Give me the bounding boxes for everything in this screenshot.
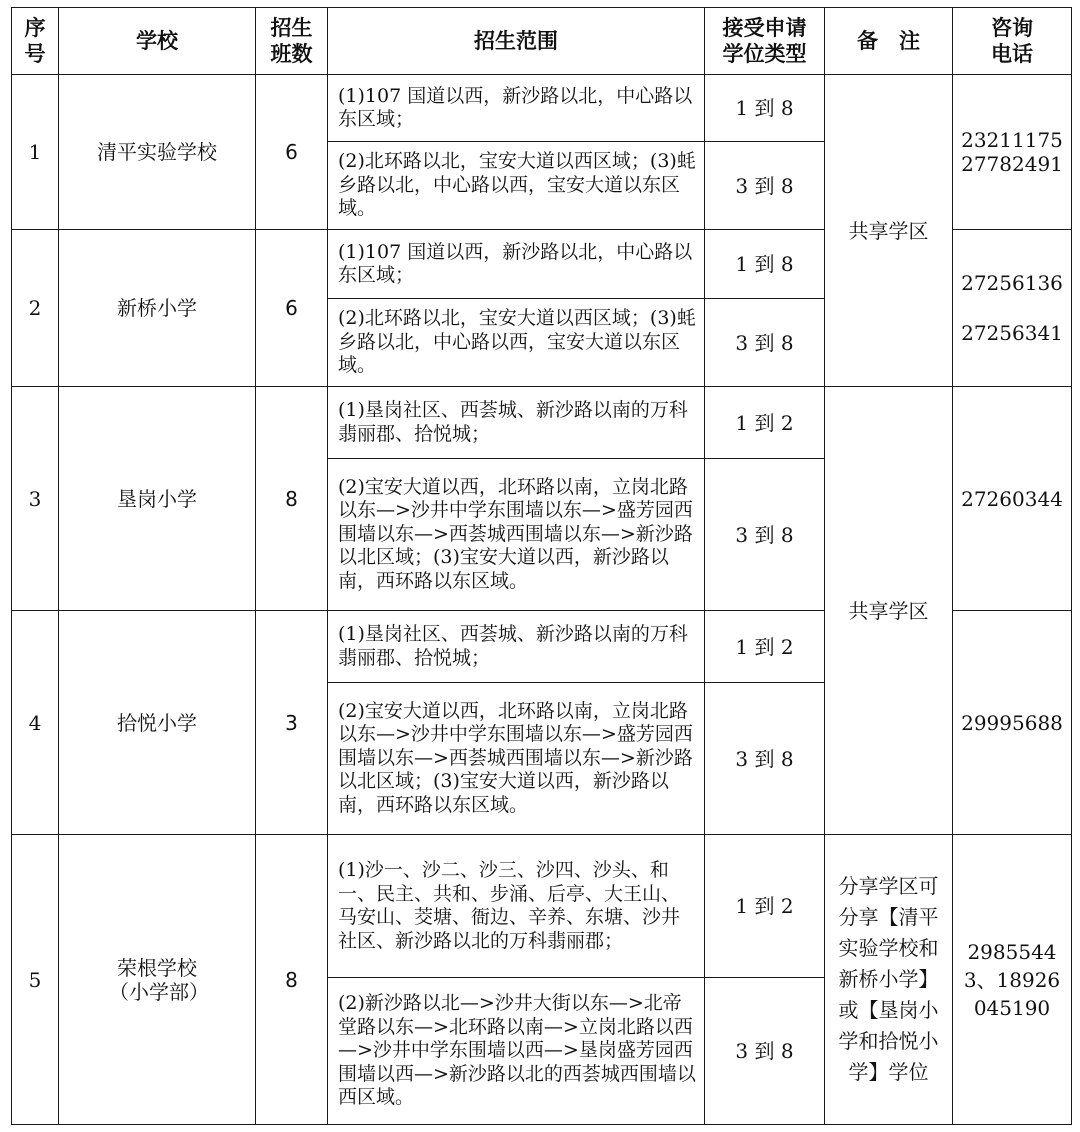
scope-cell: (1)沙一、沙二、沙三、沙四、沙头、和一、民主、共和、步涌、后亭、大王山、马安山、茭塘、衙边、辛养、东塘、沙井社区、新沙路以北的万科翡丽郡； (328, 835, 705, 978)
type-cell: 3 到 8 (705, 683, 825, 835)
header-scope: 招生范围 (328, 8, 705, 75)
classes-cell: 6 (256, 75, 328, 230)
scope-cell: (2)宝安大道以西，北环路以南，立岗北路以东—>沙井中学东围墙以东—>盛芳园西围墙以东—>西荟城西围墙以东—>新沙路以北区域；(3)宝安大道以西，新沙路以南，西环路以东区域。 (328, 683, 705, 835)
phone-number: 23211175 (961, 128, 1063, 152)
phone-cell: 29855443、18926045190 (953, 835, 1072, 1125)
scope-cell: (1)107 国道以西，新沙路以北，中心路以东区域； (328, 230, 705, 299)
note-cell-shared-1: 共享学区 (825, 75, 953, 387)
scope-cell: (2)宝安大道以西，北环路以南，立岗北路以东—>沙井中学东围墙以东—>盛芳园西围墙以东—>西荟城西围墙以东—>新沙路以北区域；(3)宝安大道以西，新沙路以南，西环路以东区域。 (328, 459, 705, 611)
seq-cell: 3 (12, 387, 59, 611)
phone-number: 27782491 (961, 152, 1063, 176)
phone-cell (953, 230, 1072, 387)
seq-cell: 5 (12, 835, 59, 1125)
type-cell: 1 到 2 (705, 611, 825, 683)
header-seq: 序号 (12, 8, 59, 75)
seq-cell: 4 (12, 611, 59, 835)
scope-cell: (1)垦岗社区、西荟城、新沙路以南的万科翡丽郡、拾悦城； (328, 611, 705, 683)
phone-number: 27256341 (961, 321, 1063, 345)
type-cell: 3 到 8 (705, 459, 825, 611)
classes-cell: 6 (256, 230, 328, 387)
classes-cell: 8 (256, 387, 328, 611)
note-cell-shared-2: 共享学区 (825, 387, 953, 835)
seq-cell: 2 (12, 230, 59, 387)
header-phone: 咨询电话 (953, 8, 1072, 75)
classes-cell: 3 (256, 611, 328, 835)
classes-cell: 8 (256, 835, 328, 1125)
school-cell: 清平实验学校 (59, 75, 256, 230)
phone-cell: 27260344 (953, 387, 1072, 611)
header-types: 接受申请学位类型 (705, 8, 825, 75)
header-classes: 招生班数 (256, 8, 328, 75)
seq-cell: 1 (12, 75, 59, 230)
scope-cell: (2)北环路以北，宝安大道以西区域；(3)蚝乡路以北，中心路以西，宝安大道以东区域。 (328, 299, 705, 387)
header-note: 备 注 (825, 8, 953, 75)
type-cell: 1 到 2 (705, 387, 825, 459)
type-cell: 1 到 8 (705, 75, 825, 142)
type-cell: 3 到 8 (705, 978, 825, 1125)
phone-cell: 29995688 (953, 611, 1072, 835)
header-school: 学校 (59, 8, 256, 75)
table-row (12, 835, 1072, 978)
scope-cell: (2)北环路以北，宝安大道以西区域；(3)蚝乡路以北，中心路以西，宝安大道以东区域。 (328, 142, 705, 230)
type-cell: 1 到 8 (705, 230, 825, 299)
scope-cell: (1)垦岗社区、西荟城、新沙路以南的万科翡丽郡、拾悦城； (328, 387, 705, 459)
table-row (12, 387, 1072, 459)
school-cell: 荣根学校（小学部） (59, 835, 256, 1125)
school-cell: 垦岗小学 (59, 387, 256, 611)
phone-cell (953, 75, 1072, 230)
scope-cell: (2)新沙路以北—>沙井大街以东—>北帝堂路以东—>北环路以南—>立岗北路以西—>沙井中学东围墙以西—>垦岗盛芳园西围墙以西—>新沙路以北的西荟城西围墙以西区域。 (328, 978, 705, 1125)
school-cell: 新桥小学 (59, 230, 256, 387)
scope-cell: (1)107 国道以西，新沙路以北，中心路以东区域； (328, 75, 705, 142)
table-row (12, 75, 1072, 142)
phone-number: 27256136 (961, 271, 1063, 295)
type-cell: 1 到 2 (705, 835, 825, 978)
type-cell: 3 到 8 (705, 299, 825, 387)
header-row (12, 8, 1072, 75)
type-cell: 3 到 8 (705, 142, 825, 230)
note-cell-share: 分享学区可分享【清平实验学校和新桥小学】或【垦岗小学和拾悦小学】学位 (825, 835, 953, 1125)
school-cell: 拾悦小学 (59, 611, 256, 835)
enrollment-table (11, 7, 1072, 1125)
